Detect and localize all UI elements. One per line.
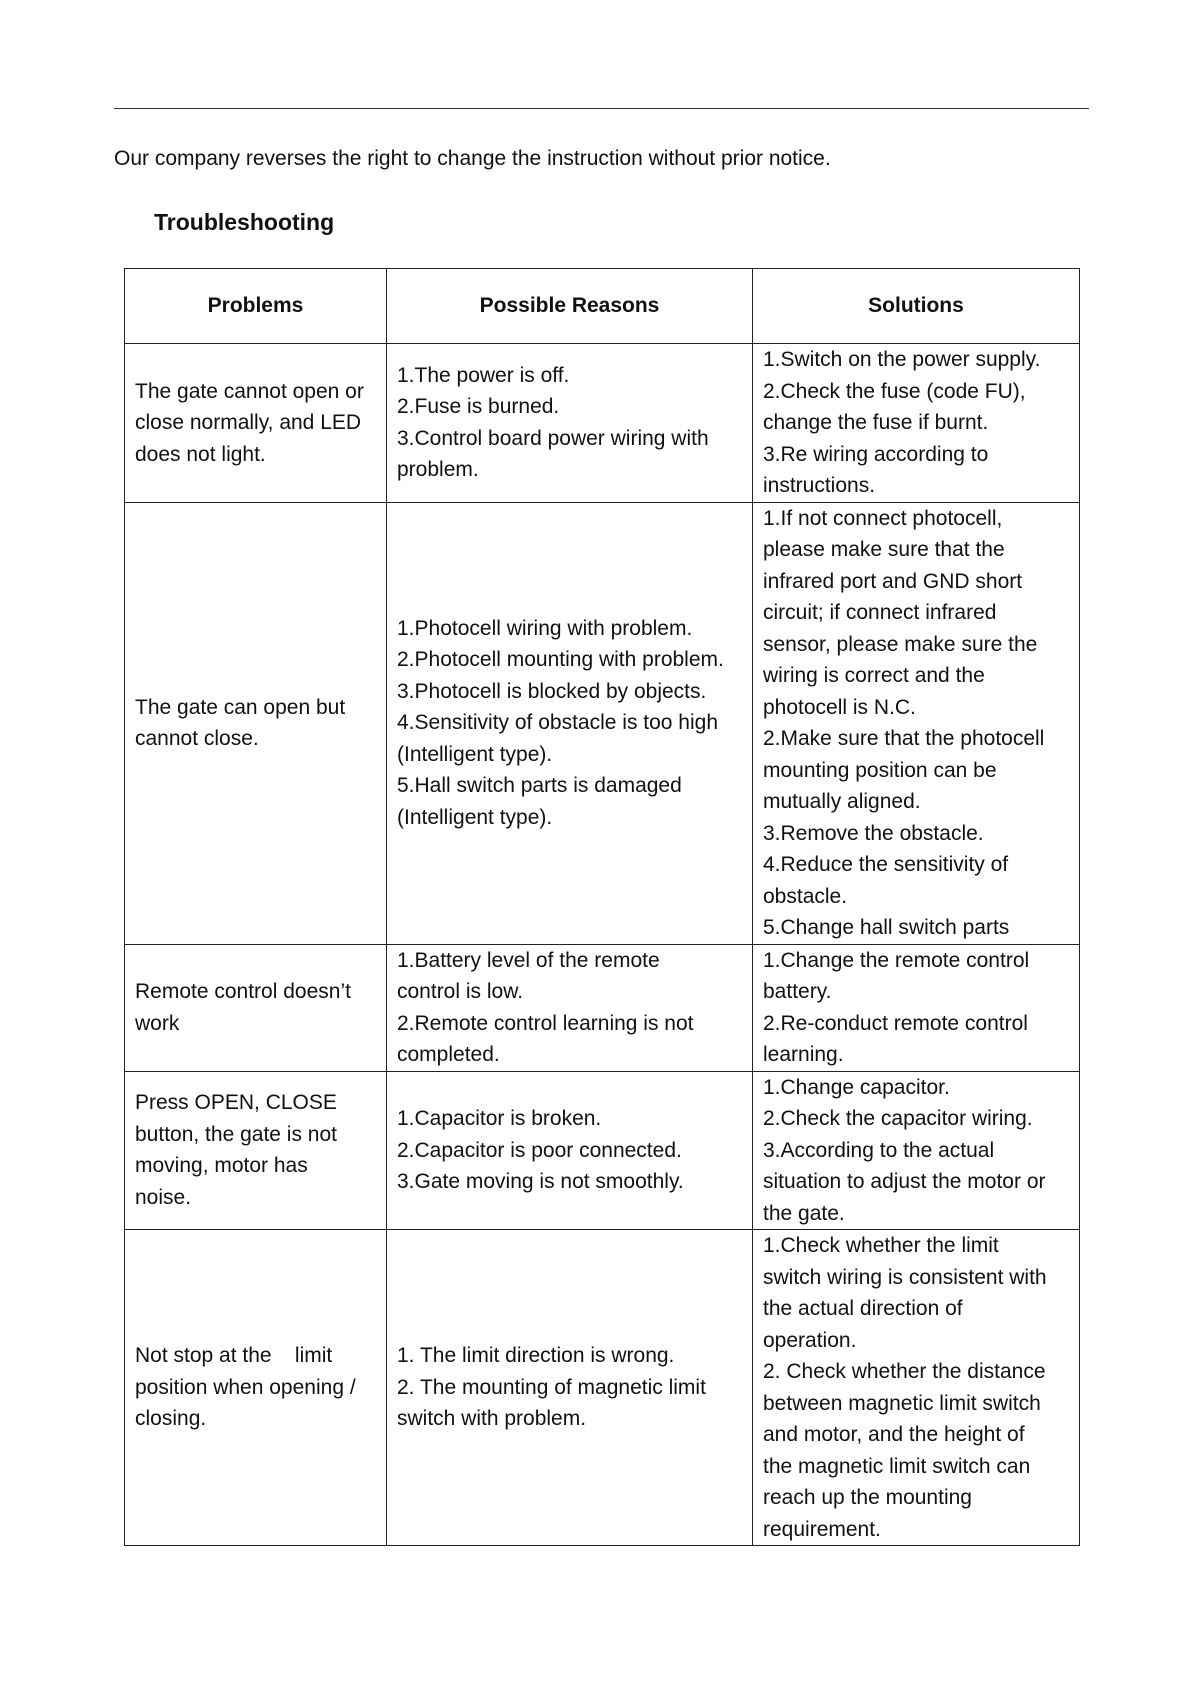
problem-line: moving, motor has [135,1154,308,1178]
problem-line: Press OPEN, CLOSE [135,1091,337,1115]
reasons-cell [387,1071,753,1230]
header-problems: Problems [125,269,387,344]
solution-line: 3.Remove the obstacle. [763,821,984,845]
solution-line: between magnetic limit switch [763,1391,1041,1415]
solution-line: mounting position can be [763,758,997,782]
reason-line: 5.Hall switch parts is damaged [397,774,682,798]
table-row [125,502,1080,944]
reasons-cell [387,344,753,503]
problem-line: Not stop at the limit [135,1344,333,1368]
reasons-cell [387,1230,753,1546]
solution-line: switch wiring is consistent with [763,1265,1047,1289]
problem-line: closing. [135,1407,207,1431]
solutions-cell [753,502,1080,944]
table-body [125,344,1080,1546]
header-possible-reasons: Possible Reasons [387,269,753,344]
reason-line: problem. [397,458,479,482]
solution-line: sensor, please make sure the [763,632,1038,656]
table-header-row [125,269,1080,344]
reason-line: switch with problem. [397,1407,587,1431]
table-row [125,1071,1080,1230]
solution-line: 1.Change capacitor. [763,1075,950,1099]
reasons-cell [387,944,753,1071]
solution-line: learning. [763,1043,844,1066]
problem-line: button, the gate is not [135,1122,337,1146]
solution-line: change the fuse if burnt. [763,411,989,434]
solution-line: infrared port and GND short [763,569,1023,593]
reasons-cell [387,502,753,944]
reason-line: 2.Capacitor is poor connected. [397,1138,682,1162]
solution-line: 1.If not connect photocell, [763,506,1003,530]
solution-line: 2.Check the fuse (code FU), [763,379,1026,403]
problem-line: The gate cannot open or [135,379,364,403]
solution-line: photocell is N.C. [763,695,916,719]
reason-line: 1.Photocell wiring with problem. [397,616,693,640]
problem-line: does not light. [135,442,266,466]
reason-line: control is low. [397,980,524,1003]
reason-line: 3.Photocell is blocked by objects. [397,679,707,703]
problem-line: Remote control doesn’t [135,980,351,1003]
section-title: Troubleshooting [154,209,335,235]
reason-line: (Intelligent type). [397,742,553,766]
solution-line: 3.Re wiring according to [763,442,989,466]
reason-line: 3.Control board power wiring with [397,426,709,450]
reason-line: 4.Sensitivity of obstacle is too high [397,711,719,735]
troubleshooting-table [124,268,1080,1546]
solution-line: 3.According to the actual [763,1138,995,1162]
solutions-cell [753,1071,1080,1230]
table-row [125,344,1080,503]
solution-line: 4.Reduce the sensitivity of [763,853,1009,876]
problem-cell [125,502,387,944]
problem-cell [125,344,387,503]
problem-line: noise. [135,1185,192,1209]
solution-line: the gate. [763,1201,845,1225]
solutions-cell [753,1230,1080,1546]
header-solutions: Solutions [753,269,1080,344]
problem-line: work [135,1011,180,1035]
solutions-cell [753,944,1080,1071]
table-row [125,1230,1080,1546]
solution-line: obstacle. [763,884,848,908]
problem-line: The gate can open but [135,695,346,719]
reason-line: (Intelligent type). [397,805,553,829]
reason-line: 2.Photocell mounting with problem. [397,648,724,672]
solution-line: 2. Check whether the distance [763,1360,1046,1383]
problem-line: position when opening / [135,1375,356,1399]
table-row [125,944,1080,1071]
solution-line: instructions. [763,474,876,497]
reason-line: 2.Fuse is burned. [397,395,560,419]
solution-line: mutually aligned. [763,790,921,813]
solution-line: battery. [763,980,832,1003]
solution-line: 2.Re-conduct remote control [763,1011,1028,1035]
reason-line: 2. The mounting of magnetic limit [397,1375,706,1399]
problem-cell [125,1071,387,1230]
solution-line: wiring is correct and the [763,664,985,687]
reason-line: 1.Battery level of the remote [397,948,660,972]
solution-line: requirement. [763,1517,881,1541]
solution-line: circuit; if connect infrared [763,601,997,624]
solution-line: the magnetic limit switch can [763,1454,1031,1478]
problem-line: close normally, and LED [135,411,362,434]
solution-line: reach up the mounting [763,1486,972,1509]
solution-line: 5.Change hall switch parts [763,916,1010,939]
solutions-cell [753,344,1080,503]
problem-cell [125,1230,387,1546]
solution-line: 2.Check the capacitor wiring. [763,1107,1033,1130]
solution-line: please make sure that the [763,538,1005,561]
header-rule [114,108,1089,109]
solution-line: 1.Check whether the limit [763,1234,999,1257]
reason-line: completed. [397,1043,500,1066]
reason-line: 1.The power is off. [397,363,570,387]
solution-line: situation to adjust the motor or [763,1170,1046,1193]
problem-cell [125,944,387,1071]
reason-line: 3.Gate moving is not smoothly. [397,1170,684,1193]
solution-line: the actual direction of [763,1297,963,1320]
solution-line: 2.Make sure that the photocell [763,727,1045,750]
problem-line: cannot close. [135,727,259,750]
solution-line: operation. [763,1328,857,1352]
solution-line: 1.Change the remote control [763,948,1030,972]
reason-line: 1. The limit direction is wrong. [397,1344,675,1368]
solution-line: and motor, and the height of [763,1423,1025,1446]
notice-text: Our company reverses the right to change the instruction without prior notice. [114,147,831,170]
solution-line: 1.Switch on the power supply. [763,348,1041,371]
reason-line: 2.Remote control learning is not [397,1011,694,1035]
reason-line: 1.Capacitor is broken. [397,1107,602,1130]
